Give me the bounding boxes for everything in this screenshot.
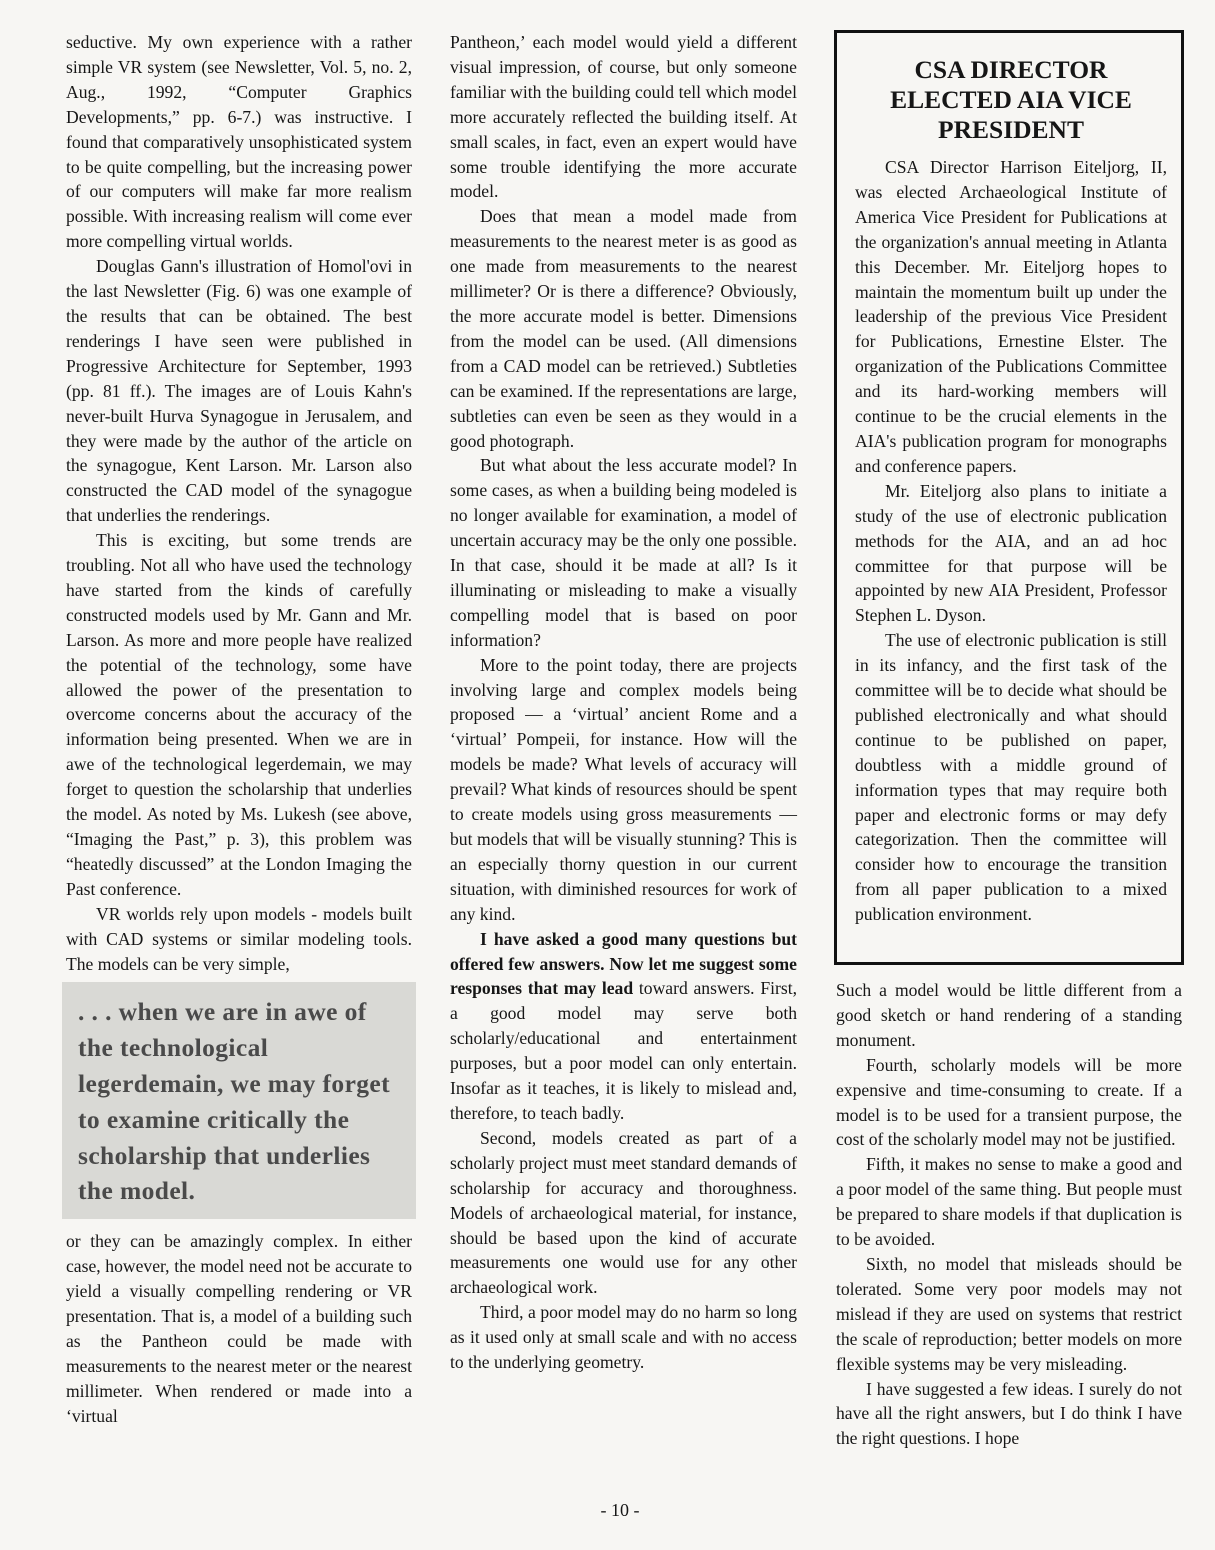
paragraph: Fifth, it makes no sense to make a good and a poor model of the same thing. But people must be prepared to share models if that duplication is to be avoided. [836,1154,1182,1250]
paragraph-lead: I have asked a good many questions but offered few answers. Now let me suggest some responses that may lead [450,928,797,999]
paragraph: The use of electronic publication is still in its infancy, and the first task of the committee will be to decide what should be published electronically and what should continue to be published on paper, doubtless with a middle ground of information types that may require both paper and electronic forms or may defy categorization. Then the committee will consider how to encourage the transition from all paper publication to a mixed publication environment. [855,630,1167,925]
paragraph: More to the point today, there are projects involving large and complex models being proposed — a ‘virtual’ ancient Rome and a ‘virtual’ Pompeii, for instance. How will the models be made? What levels of accuracy will prevail? What kinds of resources should be spent to create models using gross measurements — but models that will be visually stunning? This is an especially thorny question in our current situation, with diminished resources for work of any kind. [450,654,797,924]
paragraph: VR worlds rely upon models - models built with CAD systems or similar modeling tools. The models can be very simple, [66,903,412,974]
paragraph: I have suggested a few ideas. I surely do not have all the right answers, but I do think I have the right questions. I hope [836,1378,1182,1449]
paragraph: Does that mean a model made from measurements to the nearest meter is as good as one made from measurements to the nearest millimeter? Or is there a difference? Obviously, the more accurate model is better. Dimensions from the model can be used. (All dimensions from a CAD model can be retrieved.) Subtleties can be examined. If the representations are large, subtleties can even be seen as they would in a good photograph. [450,206,797,451]
paragraph: Fourth, scholarly models will be more expensive and time-consuming to create. If a model is to be used for a transient purpose, the cost of the scholarly model may not be justified. [836,1054,1182,1150]
paragraph: Mr. Eiteljorg also plans to initiate a study of the use of electronic publication methods for the AIA, and an ad hoc committee for that purpose will be appointed by new AIA President, Professor Stephen L. Dyson. [855,480,1167,626]
paragraph: or they can be amazingly complex. In either case, however, the model need not be accurate to yield a visually compelling rendering or VR presentation. That is, a model of a building such as the Pantheon could be made with measurements to the nearest meter or the nearest millimeter. When rendered or made into a ‘virtual [66,1231,412,1426]
paragraph: Third, a poor model may do no harm so long as it used only at small scale and with no access to the underlying geometry. [450,1302,797,1373]
paragraph: Douglas Gann's illustration of Homol'ovi in the last Newsletter (Fig. 6) was one example of the results that can be obtained. The best renderings I have seen were published in Progressive Architecture for September, 1993 (pp. 81 ff.). The images are of Louis Kahn's never-built Hurva Synagogue in Jerusalem, and they were made by the author of the article on the synagogue, Kent Larson. Mr. Larson also constructed the CAD model of the synagogue that underlies the renderings. [66,256,412,526]
paragraph: CSA Director Harrison Eiteljorg, II, was elected Archaeological Institute of America Vice President for Publications at the organization's annual meeting in Atlanta this December. Mr. Eiteljorg hopes to maintain the momentum built up under the leadership of the previous Vice President for Publications, Ernestine Elster. The organization of the Publications Committee and its hard-working members will continue to be the crucial elements in the AIA's publication program for monographs and conference papers. [855,157,1167,476]
paragraph-rest: toward answers. First, a good model may serve both scholarly/educational and entertainment purposes, but a poor model can only entertain. Insofar as it teaches, it is likely to mislead and, therefore, to teach badly. [450,978,797,1123]
pull-quote: . . . when we are in awe of the technological legerdemain, we may forget to examine critically the scholarship that underlies the model. [62,982,416,1219]
column-3 [836,978,1182,1451]
paragraph [450,927,797,1126]
paragraph: seductive. My own experience with a rather simple VR system (see Newsletter, Vol. 5, no. 2, Aug., 1992, “Computer Graphics Developments,” pp. 6-7.) was instructive. I found that comparatively unsophisticated system to be quite compelling, but the increasing power of our computers will make far more realism possible. With increasing realism will come ever more compelling virtual worlds. [66,32,412,252]
paragraph: This is exciting, but some trends are troubling. Not all who have used the technology have started from the kinds of carefully constructed models used by Mr. Gann and Mr. Larson. As more and more people have realized the potential of the technology, some have allowed the power of the presentation to overcome concerns about the accuracy of the information being presented. When we are in awe of the technological legerdemain, we may forget to question the scholarship that underlies the model. As noted by Ms. Lukesh (see above, “Imaging the Past,” p. 3), this problem was “heatedly discussed” at the London Imaging the Past conference. [66,530,412,899]
paragraph: Second, models created as part of a scholarly project must meet standard demands of scholarship for accuracy and thoroughness. Models of archaeological material, for instance, should be based upon the kind of accurate measurements one would use for any other archaeological work. [450,1127,797,1298]
column-1 [66,30,412,1428]
paragraph: Pantheon,’ each model would yield a different visual impression, of course, but only someone familiar with the building could tell which model more accurately reflected the building itself. At small scales, in fact, even an expert would have some trouble identifying the more accurate model. [450,32,797,202]
paragraph: Such a model would be little different from a good sketch or hand rendering of a standing monument. [836,980,1182,1050]
paragraph: Sixth, no model that misleads should be tolerated. Some very poor models may not mislead if they are used on systems that restrict the scale of reproduction; better models on more flexible systems may be very misleading. [836,1253,1182,1374]
news-sidebar-box [834,30,1184,965]
paragraph: But what about the less accurate model? In some cases, as when a building being modeled is no longer available for examination, a model of uncertain accuracy may be the only one possible. In that case, should it be made at all? Is it illuminating or misleading to make a visually compelling model that is based on poor information? [450,455,797,650]
page-number: - 10 - [600,1500,640,1520]
sidebar-title: CSA DIRECTOR ELECTED AIA VICE PRESIDENT [890,55,1132,144]
column-2 [450,30,797,1375]
